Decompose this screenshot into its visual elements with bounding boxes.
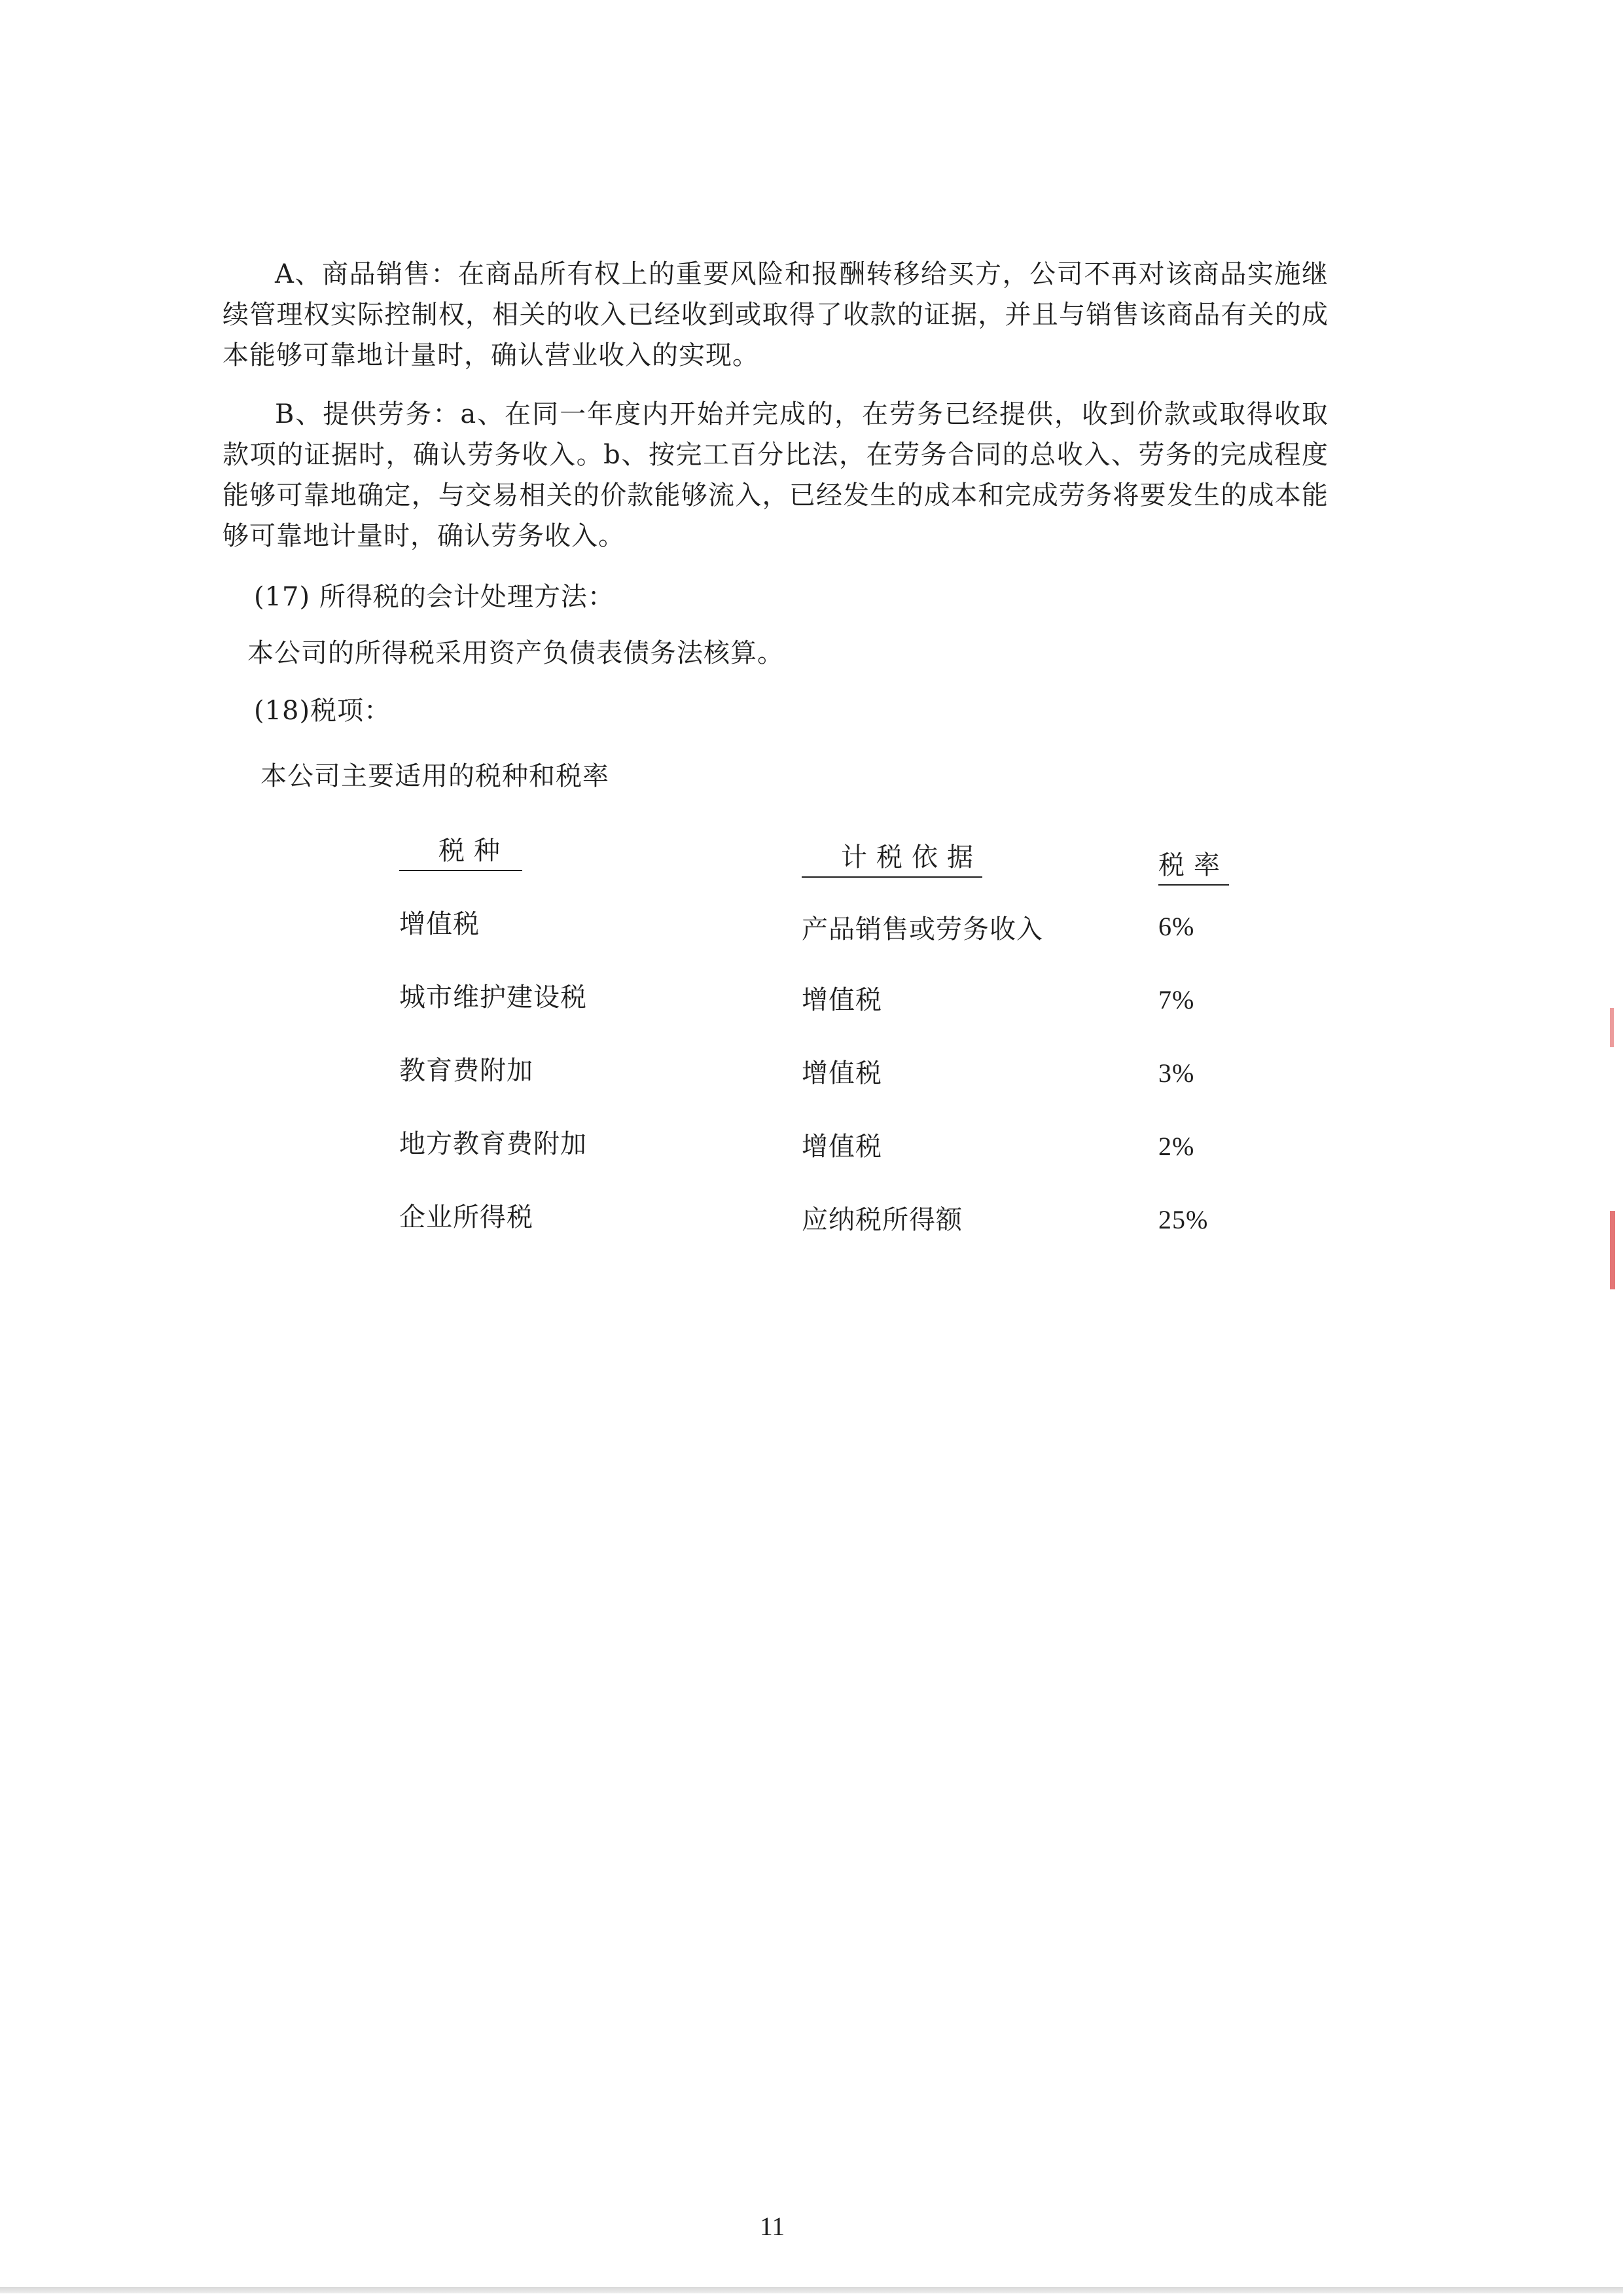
tax-intro: 本公司主要适用的税种和税率 — [260, 761, 609, 791]
cell-basis: 产品销售或劳务收入 — [802, 914, 1043, 944]
cell-rate: 6% — [1158, 912, 1195, 941]
header-rate: 税率 — [1158, 844, 1229, 886]
table-row — [399, 977, 1276, 1016]
header-tax-type: 税种 — [399, 830, 522, 871]
cell-tax-type: 城市维护建设税 — [399, 982, 587, 1013]
cell-tax-type: 地方教育费附加 — [399, 1129, 587, 1159]
income-tax-text: 本公司的所得税采用资产负债表债务法核算。 — [247, 638, 784, 668]
page-number: 11 — [759, 2212, 785, 2241]
cell-tax-type: 增值税 — [399, 909, 480, 939]
tax-heading: (18)税项： — [254, 696, 391, 726]
income-tax-heading: (17) 所得税的会计处理方法： — [254, 582, 615, 612]
cell-basis: 增值税 — [802, 1058, 882, 1088]
header-basis: 计税依据 — [802, 836, 982, 878]
seal-edge-mark — [1584, 1008, 1614, 1047]
seal-edge-mark — [1584, 1211, 1615, 1289]
table-row — [399, 1196, 1276, 1236]
paragraph-goods-sales: A、商品销售：在商品所有权上的重要风险和报酬转移给买方，公司不再对该商品实施继续管理权实际控制权，相关的收入已经收到或取得了收款的证据，并且与销售该商品有关的成本能够可靠地计量时，确认营业收入的实现。 — [223, 259, 1329, 370]
cell-rate: 2% — [1158, 1132, 1195, 1161]
cell-tax-type: 教育费附加 — [399, 1056, 533, 1086]
table-row — [399, 903, 1276, 942]
cell-basis: 增值税 — [802, 985, 882, 1015]
cell-rate: 7% — [1158, 985, 1195, 1014]
cell-rate: 25% — [1158, 1205, 1209, 1234]
table-row — [399, 1050, 1276, 1089]
paragraph-services: B、提供劳务：a、在同一年度内开始并完成的，在劳务已经提供，收到价款或取得收取款项的证据时，确认劳务收入。b、按完工百分比法，在劳务合同的总收入、劳务的完成程度能够可靠地确定，与交易相关的价款能够流入，已经发生的成本和完成劳务将要发生的成本能够可靠地计量时，确认劳务收入。 — [223, 399, 1329, 551]
scan-edge — [0, 2287, 1623, 2293]
cell-tax-type: 企业所得税 — [399, 1202, 533, 1232]
cell-rate: 3% — [1158, 1058, 1195, 1088]
cell-basis: 增值税 — [802, 1132, 882, 1162]
table-row — [399, 1123, 1276, 1162]
tax-table-header — [399, 830, 1276, 880]
cell-basis: 应纳税所得额 — [802, 1205, 963, 1235]
